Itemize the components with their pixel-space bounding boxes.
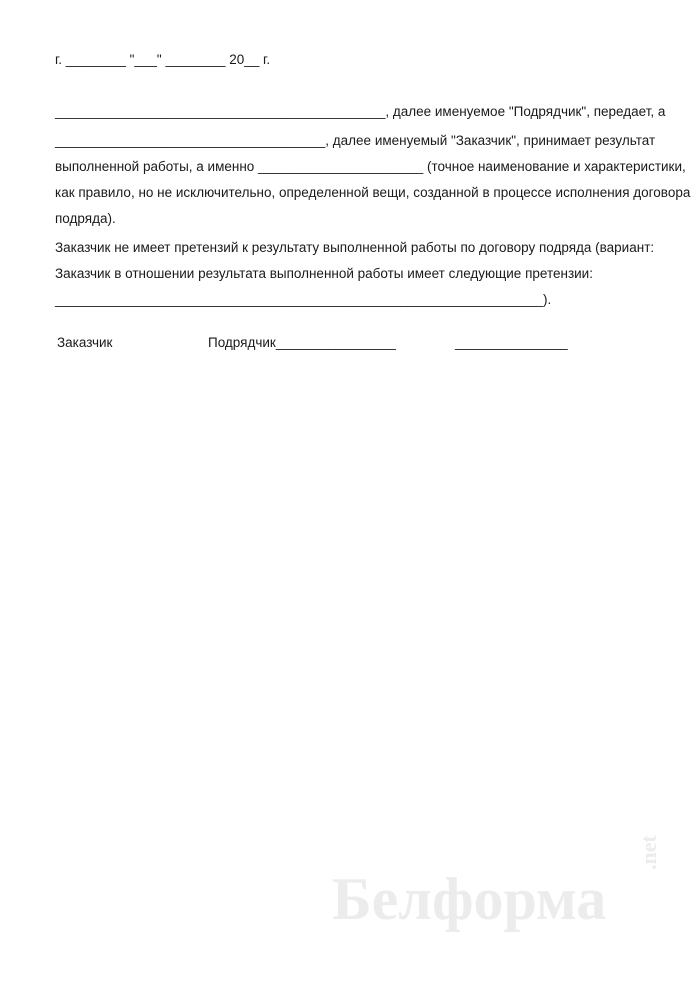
signature-customer: Заказчик xyxy=(57,335,113,350)
text-line-1: ____________________________________________, далее именуемое "Подрядчик", передает, а xyxy=(55,104,666,119)
watermark-logo: Белформа xyxy=(332,866,607,932)
text-line-3: выполненной работы, а именно ______________________ (точное наименование и характеристики, xyxy=(55,159,686,174)
text-line-8: _________________________________________________________________). xyxy=(55,292,552,307)
signature-extra: _______________ xyxy=(455,335,568,350)
date-line: г. ________ "___" ________ 20__ г. xyxy=(55,52,271,67)
text-line-2: ____________________________________, далее именуемый "Заказчик", принимает результат xyxy=(55,133,656,148)
text-line-7: Заказчик в отношении результата выполненной работы имеет следующие претензии: xyxy=(55,266,593,281)
text-line-6: Заказчик не имеет претензий к результату выполненной работы по договору подряда (вариант: xyxy=(55,240,655,255)
watermark-suffix: .net xyxy=(636,835,661,870)
text-line-4: как правило, но не исключительно, определенной вещи, созданной в процессе исполнения договора xyxy=(55,185,691,200)
text-line-5: подряда). xyxy=(55,211,116,226)
signature-contractor: Подрядчик________________ xyxy=(208,335,396,350)
